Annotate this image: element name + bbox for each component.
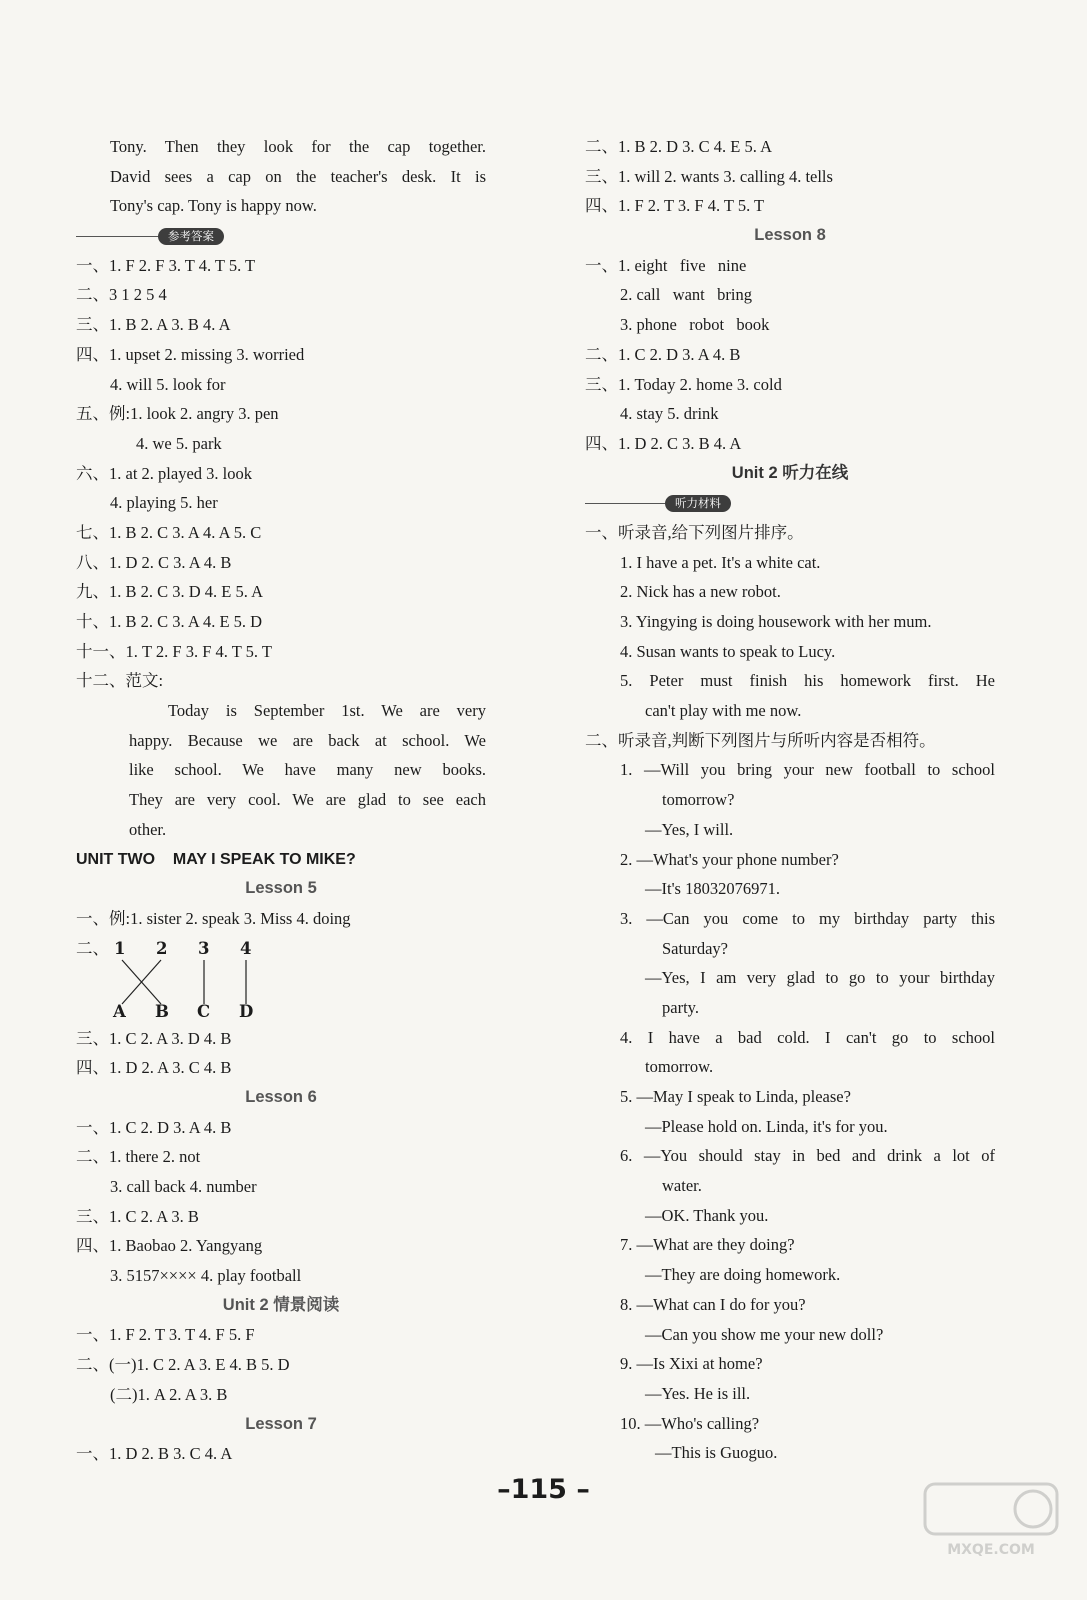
script-line: —It's 18032076971. [645,879,780,899]
left-column [76,132,486,1469]
lesson-7-heading: Lesson 7 [245,1414,317,1433]
answer-line: 3. phone robot book [620,315,770,335]
script-line: Saturday? [662,938,728,958]
matching-answer [76,934,486,1024]
essay-line: like school. We have many new books. [129,760,486,780]
script-line: —They are doing homework. [645,1265,841,1285]
answer-key-tag: 参考答案 [158,228,224,245]
essay-line: Today is September 1st. We are very [168,701,486,721]
essay-line: other. [129,819,167,839]
answer-line: 一、1. D 2. B 3. C 4. A [76,1444,233,1464]
answer-line: (二)1. A 2. A 3. B [110,1384,228,1404]
answer-line: 四、1. Baobao 2. Yangyang [76,1236,263,1256]
answer-line: 五、例:1. look 2. angry 3. pen [76,404,279,424]
lesson-8-heading: Lesson 8 [754,226,826,245]
watermark-icon [921,1480,1061,1560]
answer-line: 七、1. B 2. C 3. A 4. A 5. C [76,522,262,542]
script-line: 1. —Will you bring your new football to school [620,760,995,780]
answer-line: 三、1. C 2. A 3. D 4. B [76,1028,232,1048]
answer-line: 四、1. D 2. A 3. C 4. B [76,1058,232,1078]
listening-heading: Unit 2 听力在线 [731,463,849,482]
answer-line: 2. call want bring [620,285,752,305]
script-line: 4. I have a bad cold. I can't go to school [620,1027,995,1047]
script-line: 3. —Can you come to my birthday party this [620,908,995,928]
reading-heading: Unit 2 情景阅读 [222,1295,340,1314]
answer-line: 一、1. F 2. F 3. T 4. T 5. T [76,255,256,275]
answer-line: 十一、1. T 2. F 3. F 4. T 5. T [76,641,272,661]
answer-line: 三、1. will 2. wants 3. calling 4. tells [585,166,833,186]
essay-line: They are very cool. We are glad to see each [129,790,486,810]
answer-line: 二、1. B 2. D 3. C 4. E 5. A [585,137,773,156]
answer-line: 十、1. B 2. C 3. A 4. E 5. D [76,612,263,631]
unit-title: UNIT TWO MAY I SPEAK TO MIKE? [76,850,356,868]
script-line: 6. —You should stay in bed and drink a lot of [620,1146,995,1166]
lesson-6-heading: Lesson 6 [245,1087,317,1106]
script-line: 10. —Who's calling? [620,1413,760,1433]
essay-line: happy. Because we are back at school. We [129,730,486,750]
story-line-1: Tony. Then they look for the cap together. [110,137,486,156]
matching-lines [76,934,296,1024]
answer-line: 一、1. F 2. T 3. T 4. F 5. F [76,1325,255,1345]
script-line: —Yes. He is ill. [645,1383,751,1403]
part-1-instruction: 一、听录音,给下列图片排序。 [585,522,804,542]
script-line: —OK. Thank you. [645,1205,769,1225]
script-line: 2. —What's your phone number? [620,849,839,869]
answer-key-header [76,221,486,251]
answer-line: 二、1. there 2. not [76,1147,201,1167]
script-line: tomorrow. [645,1057,714,1077]
answer-line: 四、1. D 2. C 3. B 4. A [585,433,742,453]
answer-line: 3. 5157×××× 4. play football [110,1266,302,1286]
script-line: 2. Nick has a new robot. [620,582,781,602]
match-number: 2 [156,938,168,958]
lesson-5-heading: Lesson 5 [245,879,317,898]
script-line: water. [662,1176,702,1196]
answer-line: 三、1. B 2. A 3. B 4. A [76,315,231,335]
script-line: 4. Susan wants to speak to Lucy. [620,641,836,661]
answer-line: 十二、范文: [76,671,164,691]
watermark-logo [921,1480,1061,1560]
watermark-text: MXQE.COM [947,1542,1035,1558]
section-label: 二、 [76,938,109,958]
script-line: 5. Peter must finish his homework first. He [620,671,995,691]
answer-line: 四、1. F 2. T 3. F 4. T 5. T [585,196,765,216]
listening-material-header [585,488,995,518]
answer-line: 3. call back 4. number [110,1177,257,1196]
script-line: 3. Yingying is doing housework with her mum. [620,612,932,631]
script-line: —Yes, I will. [645,819,734,839]
answer-line: 一、例:1. sister 2. speak 3. Miss 4. doing [76,908,351,928]
script-line: 7. —What are they doing? [620,1235,795,1255]
match-letter: B [155,1001,169,1021]
script-line: —Please hold on. Linda, it's for you. [645,1116,888,1136]
script-line: —This is Guoguo. [655,1443,778,1463]
script-line: 1. I have a pet. It's a white cat. [620,552,821,572]
match-number: 4 [240,938,252,958]
match-letter: A [113,1001,126,1021]
answer-line: 四、1. upset 2. missing 3. worried [76,344,305,364]
match-letter: C [197,1001,211,1021]
answer-line: 4. we 5. park [136,433,222,453]
script-line: tomorrow? [662,790,735,810]
divider [585,503,665,504]
page-number: –115 – [497,1474,590,1505]
script-line: —Yes, I am very glad to go to your birthday [645,968,995,988]
divider [76,236,158,237]
script-line: 8. —What can I do for you? [620,1294,806,1314]
story-line-3: Tony's cap. Tony is happy now. [110,196,317,216]
story-line-2: David sees a cap on the teacher's desk. It is [110,166,486,186]
answer-line: 九、1. B 2. C 3. D 4. E 5. A [76,582,264,602]
script-line: can't play with me now. [645,701,802,721]
answer-line: 六、1. at 2. played 3. look [76,463,252,483]
match-number: 3 [198,938,210,958]
script-line: —Can you show me your new doll? [645,1324,884,1344]
answer-line: 三、1. Today 2. home 3. cold [585,374,782,394]
answer-line: 八、1. D 2. C 3. A 4. B [76,552,232,572]
answer-line: 一、1. eight five nine [585,255,747,275]
answer-line: 4. playing 5. her [110,493,218,513]
script-line: party. [662,997,699,1017]
script-line: 5. —May I speak to Linda, please? [620,1087,851,1106]
listening-material-tag: 听力材料 [665,495,731,512]
answer-line: 4. will 5. look for [110,374,226,394]
script-line: 9. —Is Xixi at home? [620,1354,763,1374]
answer-line: 二、(一)1. C 2. A 3. E 4. B 5. D [76,1355,290,1375]
answer-line: 4. stay 5. drink [620,404,719,424]
answer-line: 一、1. C 2. D 3. A 4. B [76,1117,232,1137]
match-number: 1 [114,938,126,958]
answer-line: 三、1. C 2. A 3. B [76,1206,199,1226]
part-2-instruction: 二、听录音,判断下列图片与所听内容是否相符。 [585,730,936,750]
match-letter: D [239,1001,254,1021]
answer-line: 二、3 1 2 5 4 [76,285,167,305]
answer-line: 二、1. C 2. D 3. A 4. B [585,344,741,364]
right-column [585,132,995,1468]
